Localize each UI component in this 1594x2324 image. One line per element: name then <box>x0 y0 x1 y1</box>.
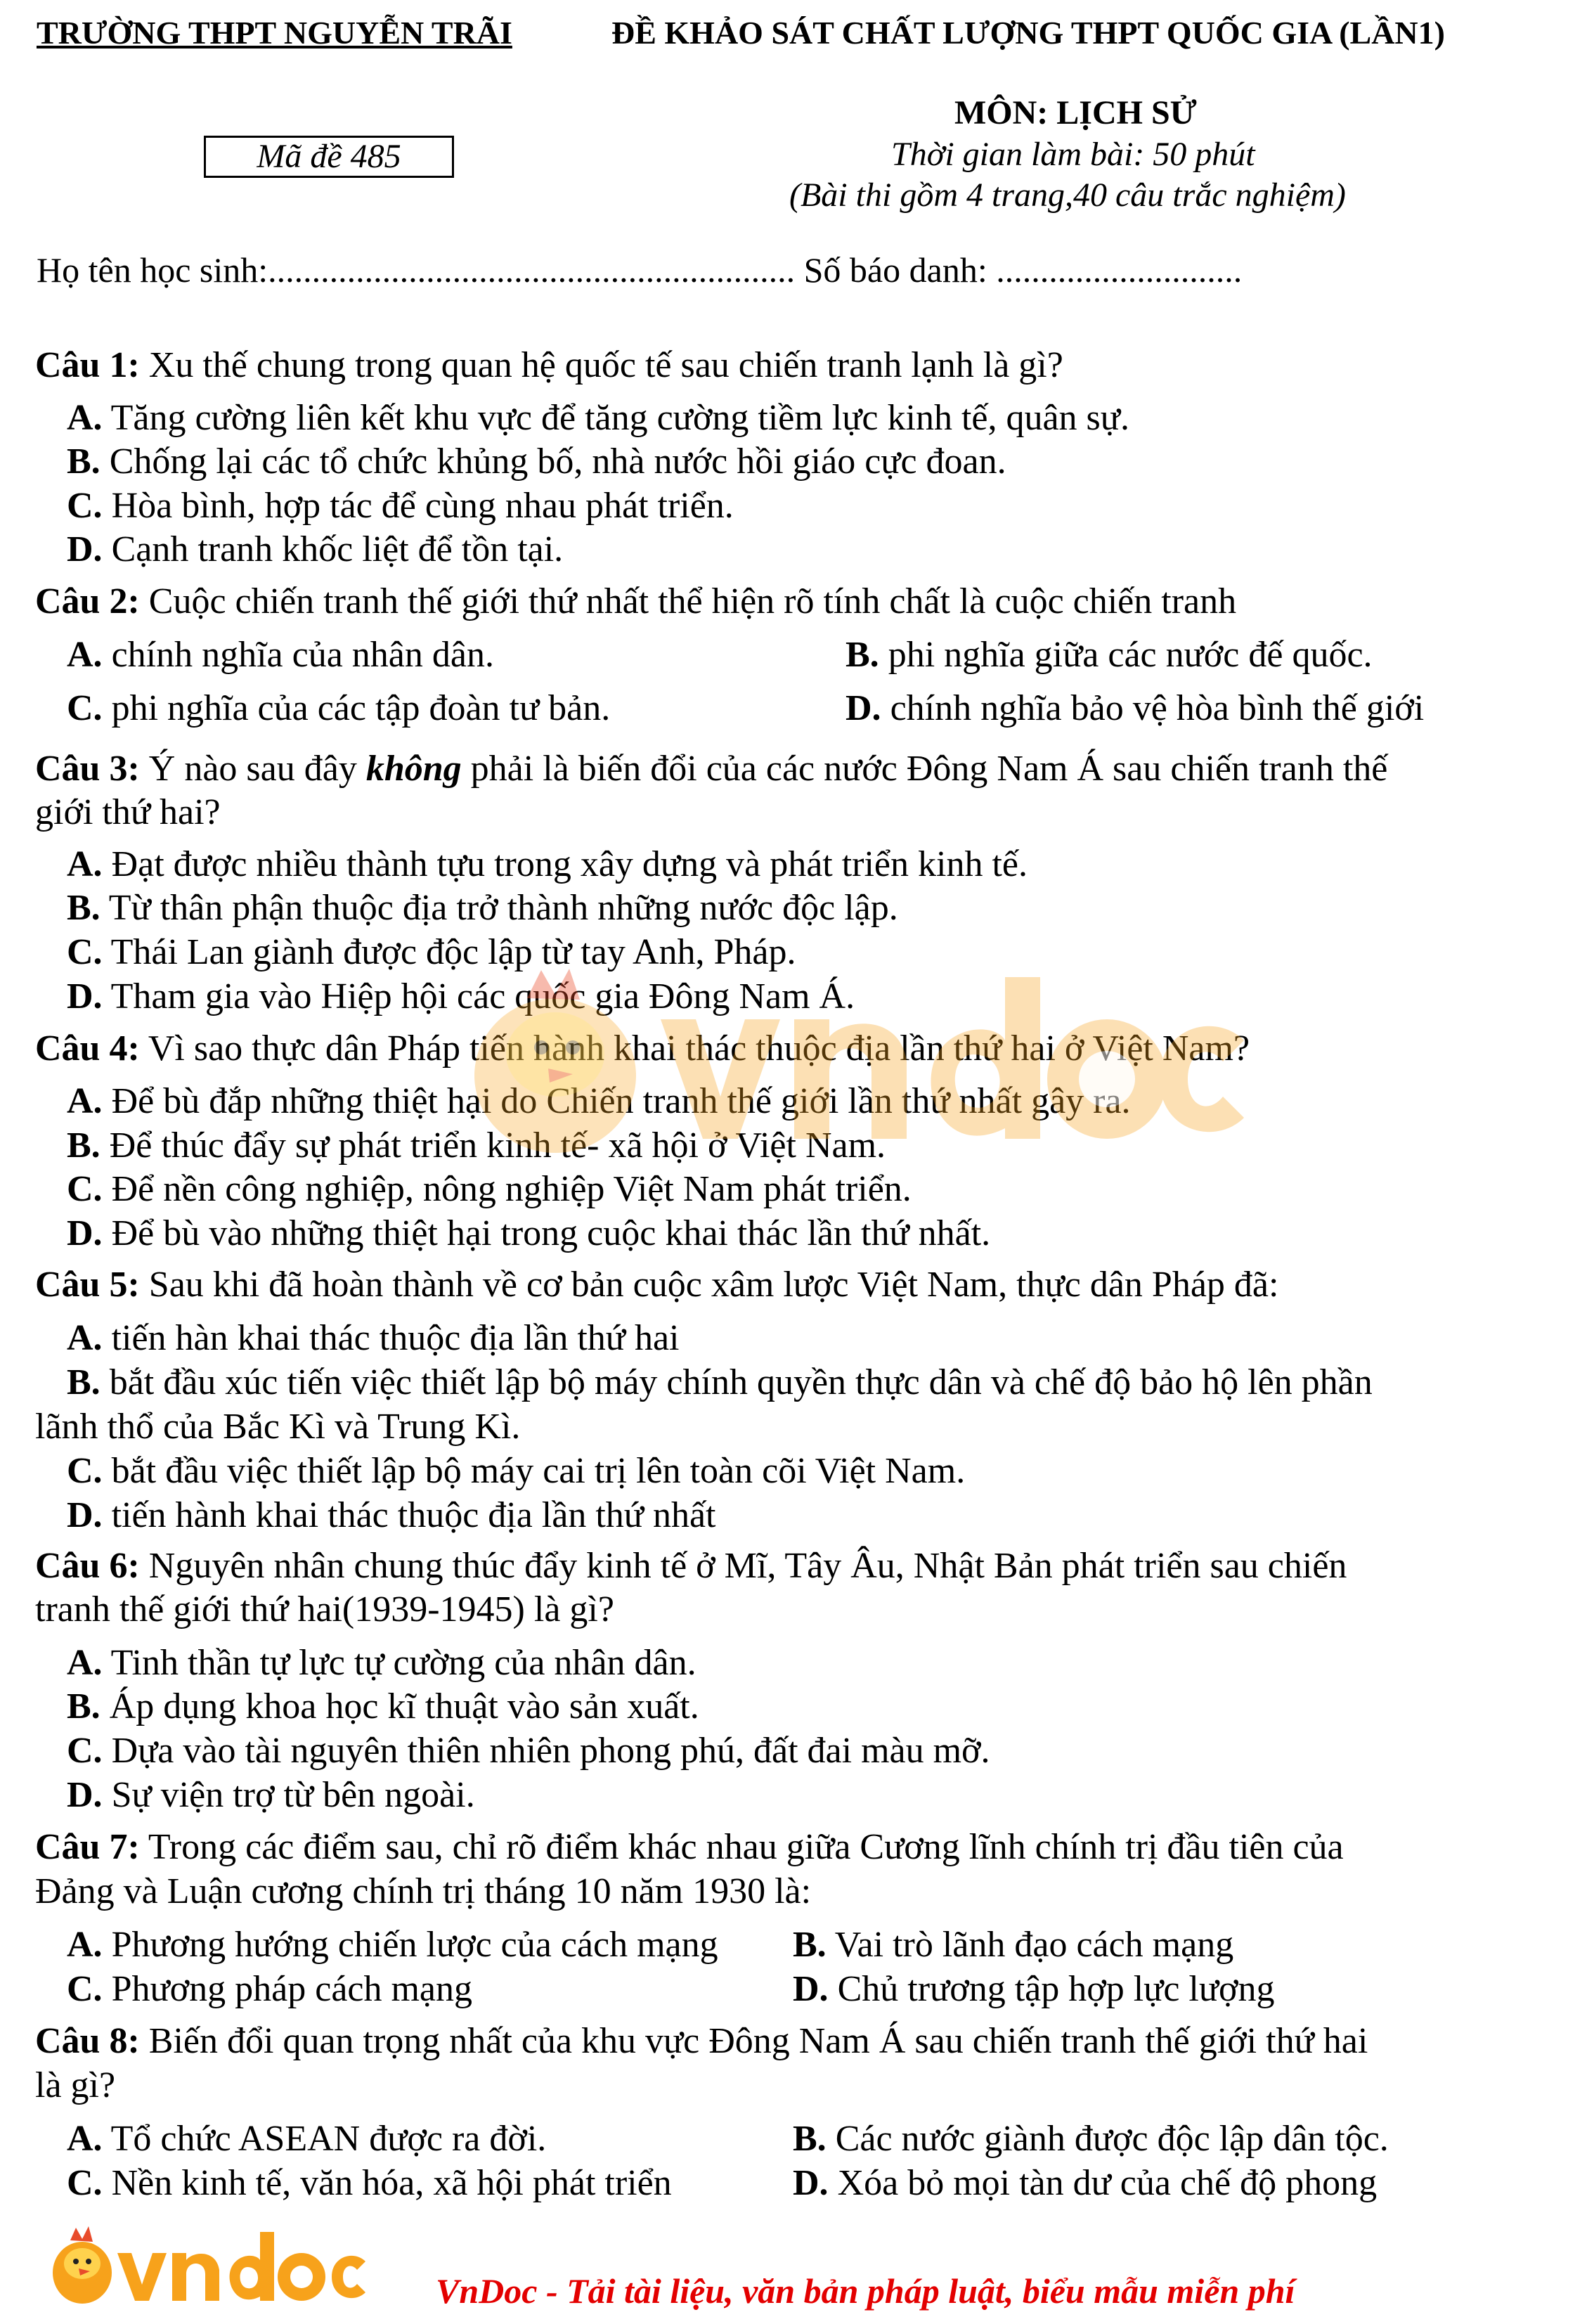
vndoc-footer-logo[interactable] <box>44 2225 367 2313</box>
option-text: Áp dụng khoa học kĩ thuật vào sản xuất. <box>109 1686 699 1726</box>
option-letter: A. <box>67 1318 103 1358</box>
option-6a <box>67 1642 696 1684</box>
option-letter: C. <box>67 1969 103 2009</box>
option-5d <box>67 1495 716 1536</box>
question-4 <box>35 1028 1250 1069</box>
exam-title: ĐỀ KHẢO SÁT CHẤT LƯỢNG THPT QUỐC GIA (LẦN1) <box>611 15 1445 51</box>
option-8d <box>793 2162 1377 2204</box>
option-text: Đạt được nhiều thành tựu trong xây dựng và phát triển kinh tế. <box>111 844 1028 884</box>
option-text: Phương hướng chiến lược của cách mạng <box>111 1925 718 1965</box>
option-letter: D. <box>67 976 103 1016</box>
option-1c <box>67 485 734 527</box>
option-1d <box>67 529 563 570</box>
option-text: Nền kinh tế, văn hóa, xã hội phát triển <box>111 2163 672 2203</box>
option-text: Chủ trương tập hợp lực lượng <box>837 1969 1275 2009</box>
option-text: chính nghĩa của nhân dân. <box>111 635 494 675</box>
student-info-line: Họ tên học sinh:............................................................ Số báo danh: ............................ <box>37 250 1243 290</box>
option-letter: B. <box>67 888 101 928</box>
question-text: Nguyên nhân chung thúc đẩy kinh tế ở Mĩ, Tây Âu, Nhật Bản phát triển sau chiến <box>148 1546 1347 1586</box>
option-text: tiến hàn khai thác thuộc địa lần thứ hai <box>111 1318 680 1358</box>
option-letter: C. <box>67 2163 103 2203</box>
option-text: chính nghĩa bảo vệ hòa bình thế giới <box>890 688 1425 728</box>
option-letter: A. <box>67 635 103 675</box>
question-label: Câu 1: <box>35 345 140 385</box>
footer-tagline[interactable]: VnDoc - Tải tài liệu, văn bản pháp luật, biểu mẫu miễn phí <box>436 2271 1295 2311</box>
option-letter: A. <box>67 1081 103 1121</box>
option-text: Cạnh tranh khốc liệt để tồn tại. <box>111 529 564 569</box>
option-letter: B. <box>67 1362 101 1402</box>
option-text: Từ thân phận thuộc địa trở thành những nước độc lập. <box>108 888 898 928</box>
option-3b <box>67 887 898 929</box>
question-text: Biến đổi quan trọng nhất của khu vực Đông Nam Á sau chiến tranh thế giới thứ hai <box>148 2021 1368 2061</box>
option-7c <box>67 1968 472 2010</box>
option-text: Tăng cường liên kết khu vực để tăng cường tiềm lực kinh tế, quân sự. <box>110 398 1129 438</box>
question-6 <box>35 1545 1347 1587</box>
option-letter: C. <box>67 1451 103 1491</box>
option-letter: D. <box>67 529 103 569</box>
option-text: Để thúc đẩy sự phát triển kinh tế- xã hội ở Việt Nam. <box>109 1125 886 1166</box>
subject-title: MÔN: LỊCH SỬ <box>954 94 1197 131</box>
option-text: Để bù vào những thiệt hại trong cuộc khai thác lần thứ nhất. <box>111 1213 991 1253</box>
option-2d <box>845 687 1424 729</box>
question-label: Câu 3: <box>35 749 140 789</box>
question-text: Ý nào sau đây <box>148 749 357 789</box>
option-2b <box>845 634 1373 676</box>
option-letter: C. <box>67 688 103 728</box>
question-3-line2: giới thứ hai? <box>35 792 221 832</box>
option-letter: C. <box>67 1731 103 1771</box>
option-text: Xóa bỏ mọi tàn dư của chế độ phong <box>837 2163 1378 2203</box>
option-text: Phương pháp cách mạng <box>111 1969 473 2009</box>
option-4c <box>67 1168 912 1210</box>
option-4b <box>67 1125 886 1166</box>
exam-note: (Bài thi gồm 4 trang,40 câu trắc nghiệm) <box>789 176 1346 214</box>
option-text: Các nước giành được độc lập dân tộc. <box>835 2119 1389 2159</box>
option-5b-line2: lãnh thổ của Bắc Kì và Trung Kì. <box>35 1407 521 1447</box>
option-text: Tổ chức ASEAN được ra đời. <box>110 2119 547 2159</box>
option-text: phi nghĩa giữa các nước đế quốc. <box>888 635 1373 675</box>
option-letter: B. <box>67 1125 101 1166</box>
option-1a <box>67 397 1129 439</box>
question-text: Vì sao thực dân Pháp tiến hành khai thác thuộc địa lần thứ hai ở Việt Nam? <box>148 1028 1250 1069</box>
question-text: Sau khi đã hoàn thành về cơ bản cuộc xâm lược Việt Nam, thực dân Pháp đã: <box>148 1265 1279 1305</box>
option-text: Chống lại các tổ chức khủng bố, nhà nước hồi giáo cực đoan. <box>109 441 1006 482</box>
question-label: Câu 8: <box>35 2021 140 2061</box>
option-2c <box>67 687 610 729</box>
option-letter: A. <box>67 844 103 884</box>
question-1 <box>35 344 1063 386</box>
option-4d <box>67 1213 990 1254</box>
option-text: tiến hành khai thác thuộc địa lần thứ nhất <box>111 1495 716 1535</box>
question-7-line2: Đảng và Luận cương chính trị tháng 10 năm 1930 là: <box>35 1871 812 1911</box>
question-2 <box>35 581 1236 622</box>
option-text: bắt đầu xúc tiến việc thiết lập bộ máy chính quyền thực dân và chế độ bảo hộ lên phần <box>109 1362 1373 1402</box>
exam-code-box: Mã đề 485 <box>204 136 454 178</box>
option-letter: D. <box>67 1213 103 1253</box>
option-6c <box>67 1730 990 1771</box>
question-text: Cuộc chiến tranh thế giới thứ nhất thể hiện rõ tính chất là cuộc chiến tranh <box>148 581 1237 621</box>
question-5 <box>35 1264 1278 1305</box>
question-label: Câu 5: <box>35 1265 140 1305</box>
school-name: TRƯỜNG THPT NGUYỄN TRÃI <box>37 15 512 51</box>
option-3a <box>67 844 1028 885</box>
option-letter: B. <box>793 2119 827 2159</box>
question-text-continued: phải là biến đổi của các nước Đông Nam Á sau chiến tranh thế <box>470 749 1388 789</box>
question-8 <box>35 2020 1368 2062</box>
chicken-mascot-icon <box>53 2226 112 2304</box>
option-text: Dựa vào tài nguyên thiên nhiên phong phú, đất đai màu mỡ. <box>111 1731 990 1771</box>
question-text: Trong các điểm sau, chỉ rõ điểm khác nhau giữa Cương lĩnh chính trị đầu tiên của <box>148 1827 1344 1867</box>
question-7 <box>35 1826 1344 1868</box>
option-5a <box>67 1317 680 1359</box>
option-1b <box>67 441 1006 482</box>
option-text: phi nghĩa của các tập đoàn tư bản. <box>111 688 611 728</box>
question-label: Câu 6: <box>35 1546 140 1586</box>
question-label: Câu 7: <box>35 1827 140 1867</box>
option-text: Để bù đắp những thiệt hại do Chiến tranh thế giới lần thứ nhất gây ra. <box>111 1081 1131 1121</box>
question-6-line2: tranh thế giới thứ hai(1939-1945) là gì? <box>35 1589 614 1629</box>
option-text: Vai trò lãnh đạo cách mạng <box>834 1925 1234 1965</box>
option-letter: C. <box>67 486 103 526</box>
option-5c <box>67 1450 965 1492</box>
option-letter: B. <box>793 1925 827 1965</box>
option-8c <box>67 2162 672 2204</box>
question-label: Câu 4: <box>35 1028 140 1069</box>
option-text: Hòa bình, hợp tác để cùng nhau phát triển. <box>111 486 734 526</box>
option-8b <box>793 2118 1389 2160</box>
option-letter: D. <box>67 1775 103 1815</box>
option-letter: A. <box>67 2119 103 2159</box>
question-emphasis: không <box>365 749 462 789</box>
option-6b <box>67 1686 699 1727</box>
option-letter: D. <box>67 1495 103 1535</box>
option-letter: A. <box>67 1925 103 1965</box>
option-text: Thái Lan giành được độc lập từ tay Anh, Pháp. <box>110 932 796 972</box>
question-3 <box>35 748 1387 789</box>
option-4a <box>67 1080 1131 1122</box>
option-letter: D. <box>793 2163 829 2203</box>
option-letter: B. <box>845 635 879 675</box>
option-7a <box>67 1924 718 1965</box>
option-letter: A. <box>67 1643 103 1683</box>
option-letter: D. <box>845 688 881 728</box>
option-letter: D. <box>793 1969 829 2009</box>
option-text: Sự viện trợ từ bên ngoài. <box>111 1775 475 1815</box>
option-text: bắt đầu việc thiết lập bộ máy cai trị lên toàn cõi Việt Nam. <box>111 1451 966 1491</box>
question-label: Câu 2: <box>35 581 140 621</box>
exam-time: Thời gian làm bài: 50 phút <box>891 136 1255 173</box>
option-7d <box>793 1968 1275 2010</box>
option-6d <box>67 1774 475 1816</box>
option-letter: B. <box>67 441 101 482</box>
option-text: Để nền công nghiệp, nông nghiệp Việt Nam phát triển. <box>111 1169 912 1209</box>
option-8a <box>67 2118 546 2160</box>
option-3d <box>67 976 855 1017</box>
option-text: Tham gia vào Hiệp hội các quốc gia Đông Nam Á. <box>110 976 855 1016</box>
option-letter: C. <box>67 932 103 972</box>
option-letter: B. <box>67 1686 101 1726</box>
question-8-line2: là gì? <box>35 2065 116 2105</box>
option-7b <box>793 1924 1233 1965</box>
option-letter: C. <box>67 1169 103 1209</box>
question-text: Xu thế chung trong quan hệ quốc tế sau chiến tranh lạnh là gì? <box>148 345 1063 385</box>
option-2a <box>67 634 494 676</box>
option-5b <box>67 1362 1373 1403</box>
option-text: Tinh thần tự lực tự cường của nhân dân. <box>110 1643 696 1683</box>
option-letter: A. <box>67 398 103 438</box>
option-3c <box>67 931 796 973</box>
